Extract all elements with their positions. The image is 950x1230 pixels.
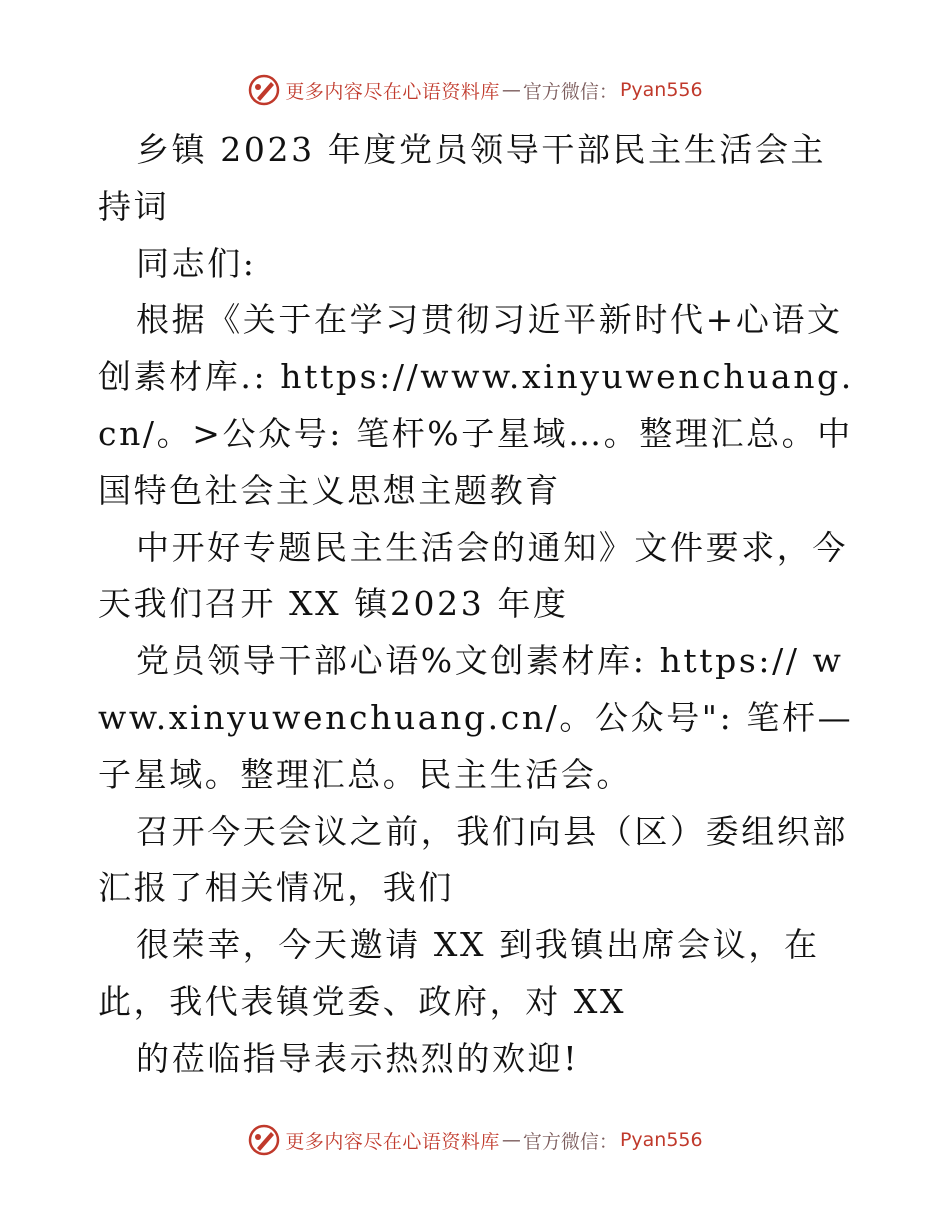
paragraph: 召开今天会议之前，我们向县（区）委组织部汇报了相关情况，我们 [98,811,848,908]
watermark-id: Pyan556 [619,79,703,101]
paragraph: 很荣幸，今天邀请 XX 到我镇出席会议，在此，我代表镇党委、政府，对 XX [98,925,820,1021]
watermark-dash: — [501,79,521,101]
pen-logo-icon [247,1123,281,1157]
watermark-main-text: 更多内容尽在心语资料库 [285,80,500,103]
paragraph: 根据《关于在学习贯彻习近平新时代+心语文创素材库.: https://www.xinyuwenchuang.cn/。>公众号: 笔杆%子星域…。整理汇总。中国特色社会主义思想主题教育 [98,300,854,510]
pen-logo-icon [247,73,281,107]
watermark-sub-text: 官方微信： [522,80,618,103]
watermark-banner-bottom [0,1120,950,1160]
watermark-dash: — [501,1129,521,1151]
watermark-sub-text: 官方微信： [522,1130,618,1153]
watermark-main-text: 更多内容尽在心语资料库 [285,1130,500,1153]
greeting: 同志们: [136,243,257,283]
document-body [98,122,858,1088]
document-title: 乡镇 2023 年度党员领导干部民主生活会主持词 [98,130,827,226]
watermark-id: Pyan556 [619,1129,703,1151]
paragraph: 中开好专题民主生活会的通知》文件要求，今天我们召开 XX 镇2023 年度 [98,527,848,624]
paragraph: 党员领导干部心语%文创素材库: https:// www.xinyuwenchuang.cn/。公众号": 笔杆—子星域。整理汇总。民主生活会。 [98,641,854,794]
paragraph: 的莅临指导表示热烈的欢迎! [136,1038,580,1078]
watermark-banner-top [0,70,950,110]
